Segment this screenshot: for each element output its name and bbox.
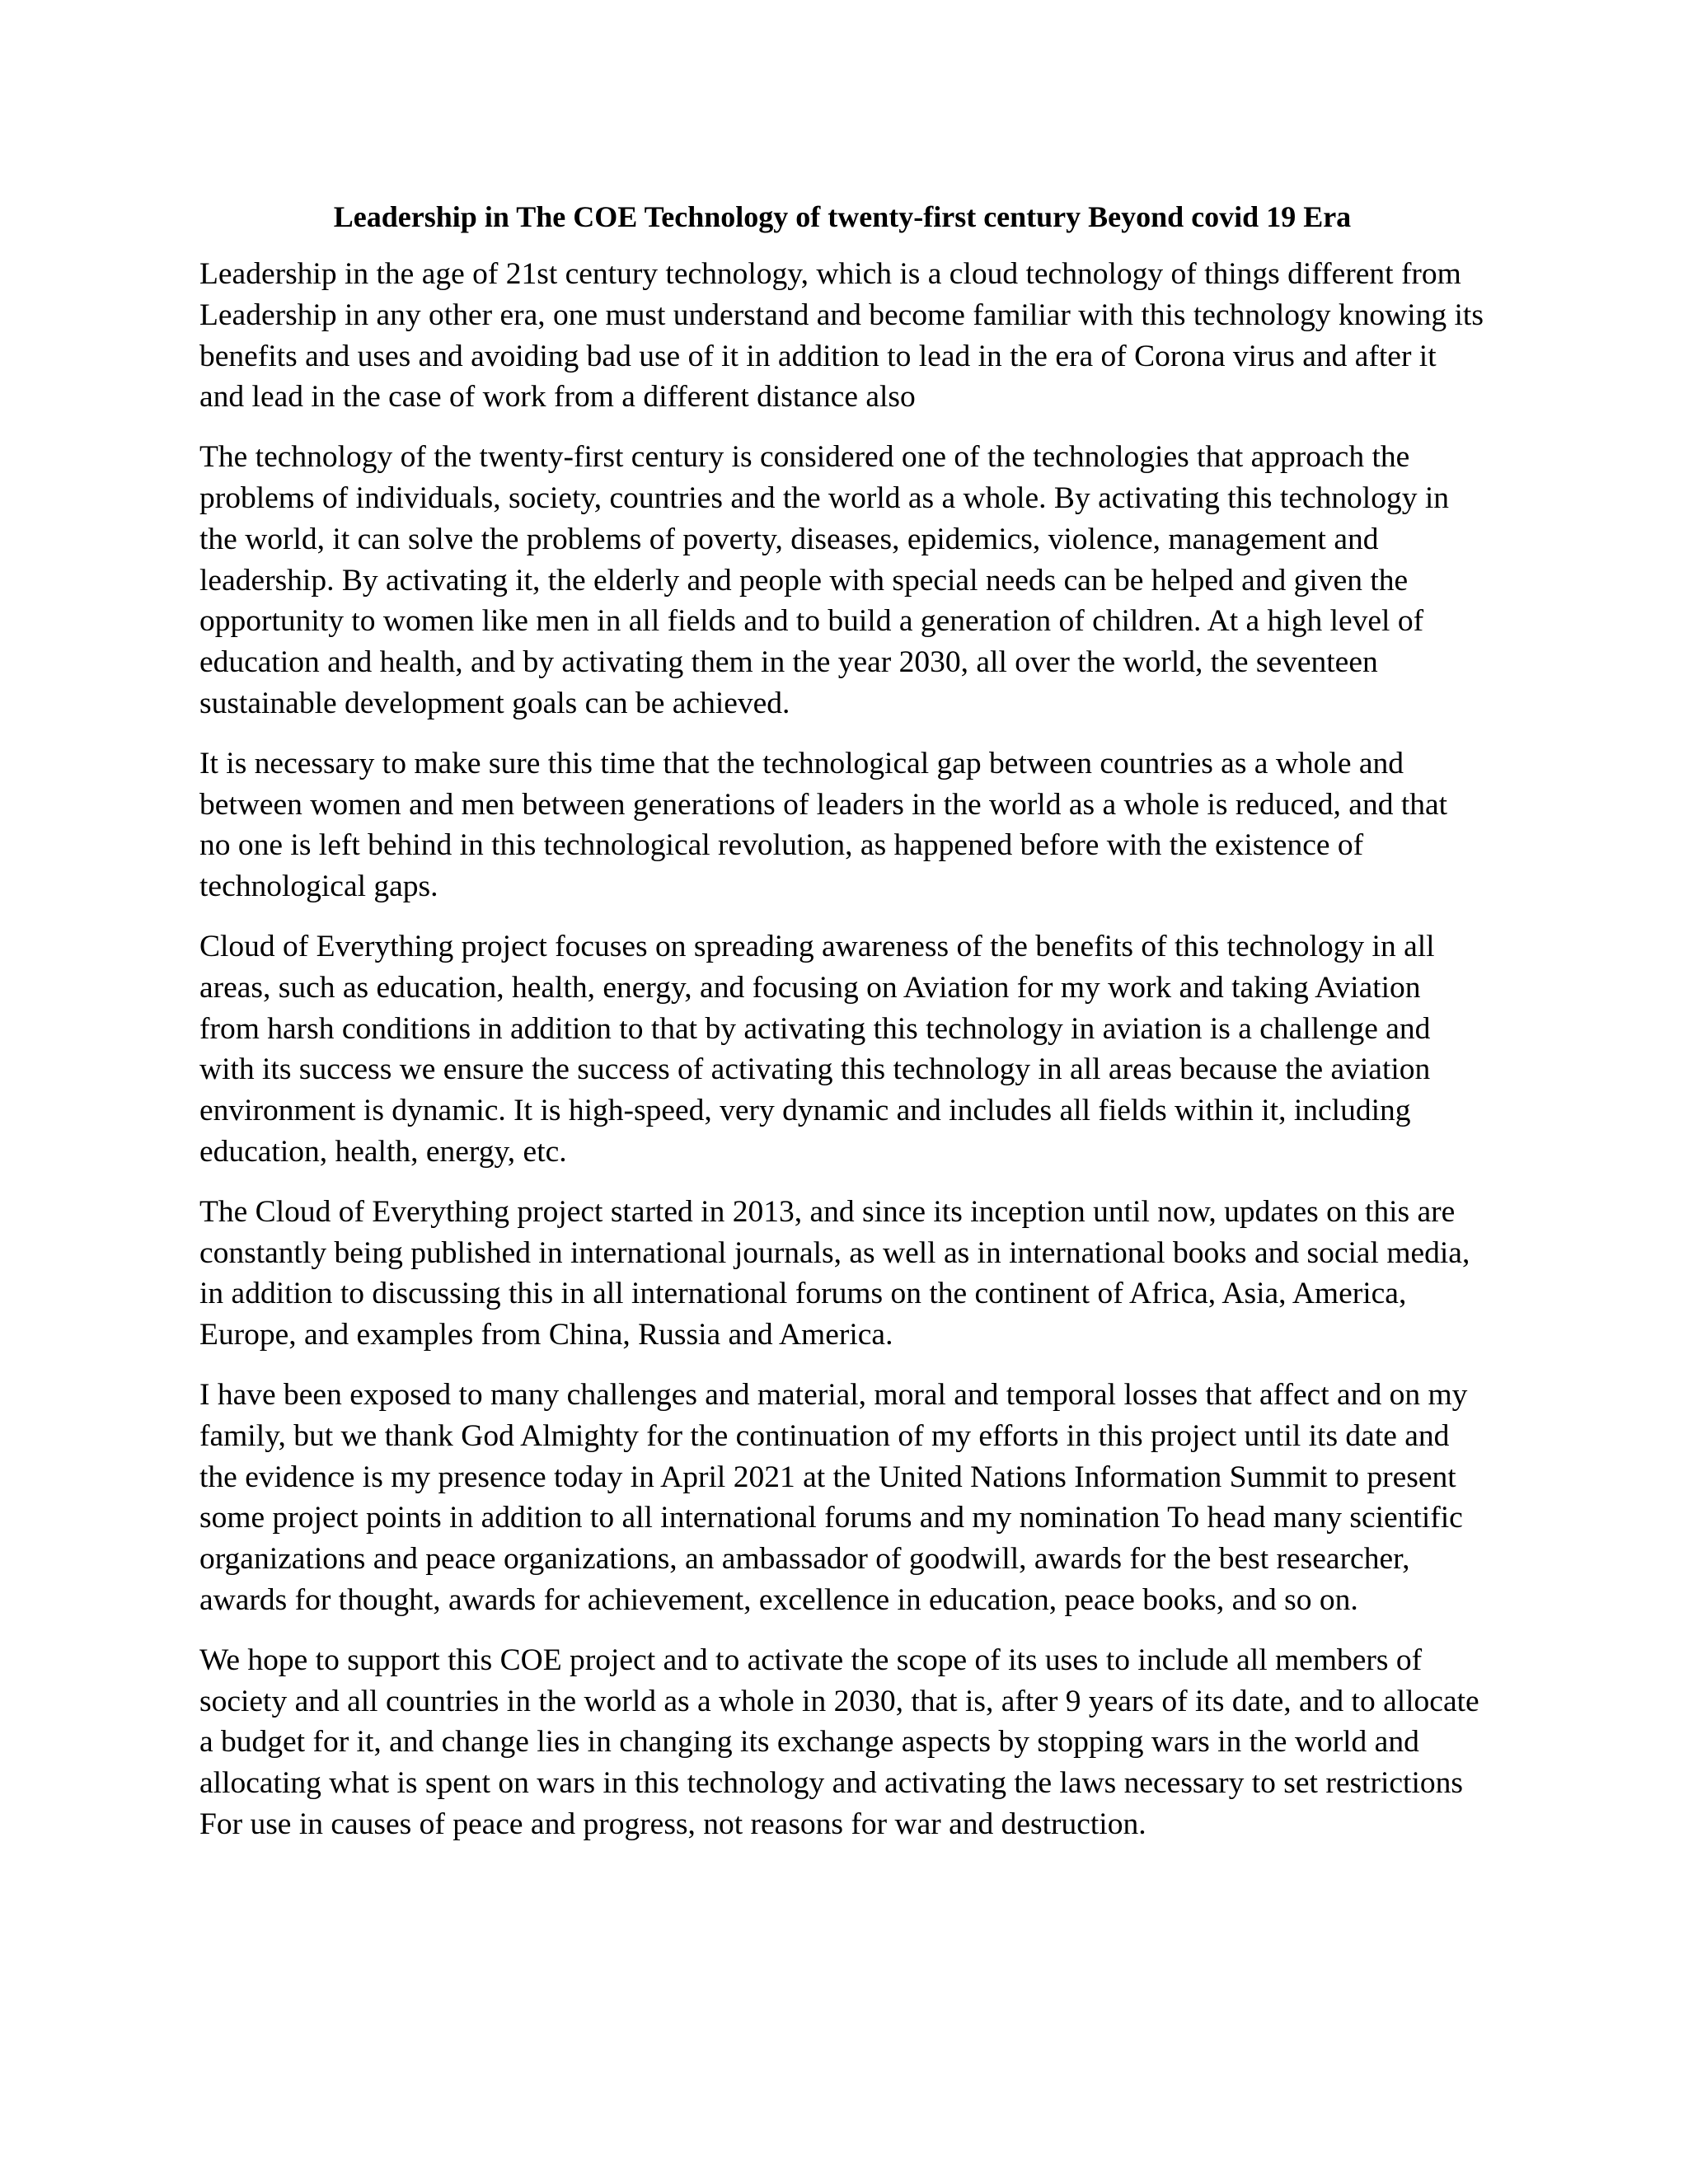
paragraph-intro: Leadership in the age of 21st century technology, which is a cloud technology of things different from Leadership in any other era, one must understand and become familiar with this technology knowing its benefits and uses and avoiding bad use of it in addition to lead in the era of Corona virus and after it and lead in the case of work from a different distance also — [199, 257, 1484, 415]
paragraph-conclusion: We hope to support this COE project and to activate the scope of its uses to include all members of society and all countries in the world as a whole in 2030, that is, after 9 years of its date, and to allocate a budget for it, and change lies in changing its exchange aspects by stopping wars in the world and allocating what is spent on wars in this technology and activating the laws necessary to set restrictions For use in causes of peace and progress, not reasons for war and destruction. — [199, 1643, 1479, 1841]
paragraph-technological-gap: It is necessary to make sure this time that the technological gap between countries as a whole and between women and men between generations of leaders in the world as a whole is reduced, and that no one is left behind in this technological revolution, as happened before with the existence of technological gaps. — [199, 746, 1448, 904]
paragraph-project-history: The Cloud of Everything project started in 2013, and since its inception until now, updates on this are constantly being published in international journals, as well as in international books and social media, in addition to discussing this in all international forums on the continent of Africa, Asia, America, Europe, and examples from China, Russia and America. — [199, 1194, 1470, 1352]
document-title: Leadership in The COE Technology of twenty-first century Beyond covid 19 Era — [333, 200, 1352, 233]
paragraph-technology: The technology of the twenty-first century is considered one of the technologies that approach the problems of individuals, society, countries and the world as a whole. By activating this technology in the world, it can solve the problems of poverty, diseases, epidemics, violence, management and leadership. By activating it, the elderly and people with special needs can be helped and given the opportunity to women like men in all fields and to build a generation of children. At a high level of education and health, and by activating them in the year 2030, all over the world, the seventeen sustainable development goals can be achieved. — [199, 440, 1450, 720]
document-body — [199, 196, 1485, 1864]
paragraph-challenges: I have been exposed to many challenges and material, moral and temporal losses that affect and on my family, but we thank God Almighty for the continuation of my efforts in this project until its date and the evidence is my presence today in April 2021 at the United Nations Information Summit to present some project points in addition to all international forums and my nomination To head many scientific organizations and peace organizations, an ambassador of goodwill, awards for the best researcher, awards for thought, awards for achievement, excellence in education, peace books, and so on. — [199, 1377, 1468, 1617]
paragraph-cloud-of-everything: Cloud of Everything project focuses on spreading awareness of the benefits of this technology in all areas, such as education, health, energy, and focusing on Aviation for my work and taking Aviation from harsh conditions in addition to that by activating this technology in aviation is a challenge and with its success we ensure the success of activating this technology in all areas because the aviation environment is dynamic. It is high-speed, very dynamic and includes all fields within it, including education, health, energy, etc. — [199, 929, 1435, 1169]
